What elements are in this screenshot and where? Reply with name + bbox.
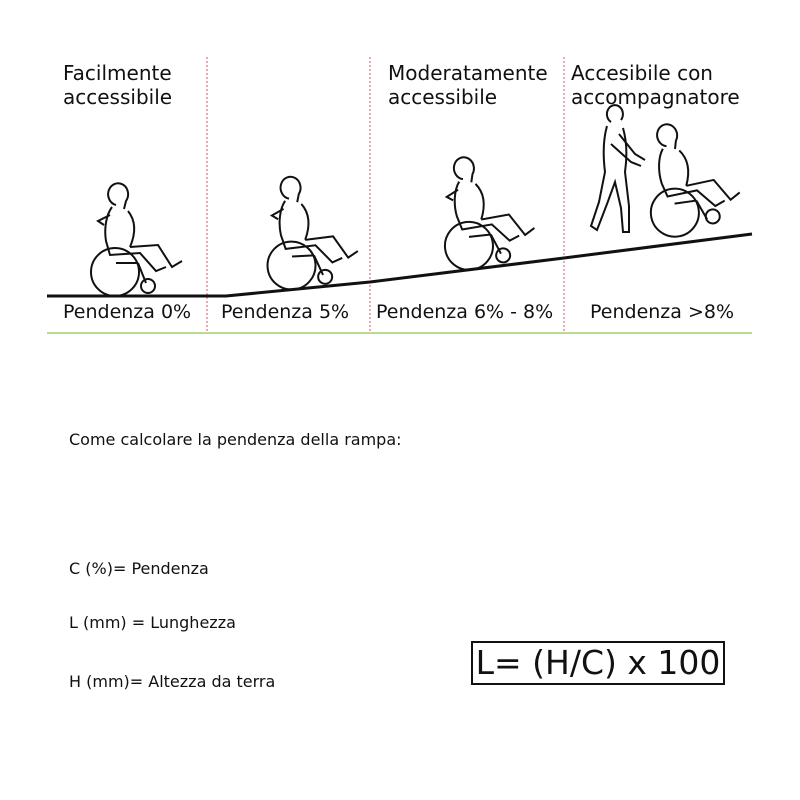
legend-l: L (mm) = Lunghezza — [69, 613, 236, 632]
slope-label-5: Pendenza 5% — [221, 301, 350, 323]
category-accessible-with-companion: Accesibile con accompagnatore — [571, 61, 740, 109]
slope-label-6-8: Pendenza 6% - 8% — [376, 301, 554, 323]
formula-box: L= (H/C) x 100 — [471, 641, 725, 685]
wheelchair-user-icon-2 — [263, 173, 360, 290]
wheelchair-user-icon-3 — [436, 151, 538, 273]
wheelchair-user-icon-1 — [91, 183, 182, 296]
ramp-ground-line — [47, 234, 752, 296]
slope-label-0: Pendenza 0% — [63, 301, 192, 323]
howto-heading: Come calcolare la pendenza della rampa: — [69, 430, 402, 449]
slope-label-over-8: Pendenza >8% — [590, 301, 735, 323]
category-moderately-accessible: Moderatamente accessibile — [388, 61, 548, 109]
legend-h: H (mm)= Altezza da terra — [69, 672, 276, 691]
legend-c: C (%)= Pendenza — [69, 559, 209, 578]
category-easily-accessible: Facilmente accessibile — [63, 61, 173, 109]
assistant-pushing-wheelchair-icon — [591, 105, 745, 240]
